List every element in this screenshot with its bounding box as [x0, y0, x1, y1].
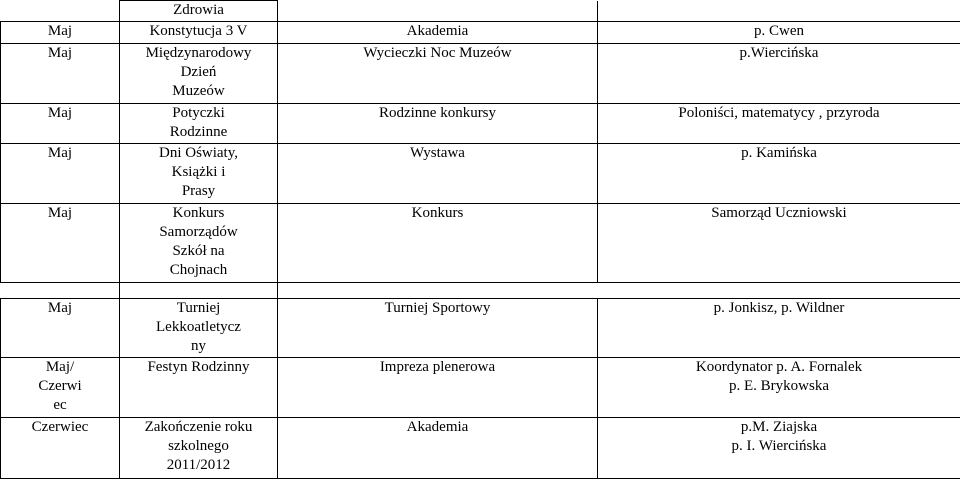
cell-form: [278, 358, 598, 418]
cell-form: [278, 203, 598, 282]
cell-text-line: p. I. Wiercińska: [731, 438, 827, 455]
cell-text-line: Potyczki: [172, 105, 225, 121]
cell-event: [120, 418, 278, 479]
cell-text-line: Książki i: [171, 164, 226, 181]
cell-text-line: Czerwi: [38, 378, 82, 395]
cell-person: [598, 298, 960, 358]
table-row: [1, 418, 960, 479]
cell-form: [278, 144, 598, 204]
table-row: [1, 44, 960, 104]
cell-text-line: Koordynator p. A. Fornalek: [695, 359, 863, 376]
table-spacer-row: [1, 283, 960, 298]
cell-text-line: Konstytucja 3 V: [149, 22, 248, 39]
table-row: [1, 21, 960, 44]
cell-person: [598, 21, 960, 44]
cell-text-line: Lekkoatletycz: [156, 318, 241, 335]
cell-event: [120, 1, 278, 22]
cell-event: [120, 203, 278, 282]
cell-text-line: Turniej: [176, 299, 221, 316]
cell-form: [278, 1, 598, 22]
cell-text-line: szkolnego: [168, 438, 229, 455]
cell-event: [120, 44, 278, 104]
cell-text-line: p.Wiercińska: [739, 45, 819, 62]
cell-text-line: 2011/2012: [166, 457, 231, 474]
cell-text-line: Konkurs: [172, 204, 225, 221]
cell-form: [278, 44, 598, 104]
table-row: [1, 144, 960, 204]
cell-text-line: Maj: [47, 45, 73, 62]
cell-event: [120, 358, 278, 418]
cell-text-line: Konkurs: [411, 204, 464, 221]
cell-month: [1, 203, 120, 282]
cell-text-line: Zakończenie roku: [144, 419, 253, 436]
cell-month: [1, 44, 120, 104]
cell-person: [598, 44, 960, 104]
cell-text-line: Akademia: [406, 419, 469, 436]
cell-text-line: p. Kamińska: [741, 145, 817, 162]
cell-text-line: Akademia: [406, 22, 469, 39]
cell-text-line: Dzień: [180, 64, 217, 81]
cell-month: [1, 1, 120, 22]
cell-text-line: Maj: [47, 145, 73, 162]
cell-person: [598, 203, 960, 282]
cell-text-line: ny: [191, 337, 206, 354]
table-row: [1, 104, 960, 144]
cell-text-line: Wycieczki Noc Muzeów: [363, 45, 512, 62]
cell-text-line: Szkół na: [172, 242, 225, 259]
cell-person: [598, 1, 960, 22]
cell-text-line: p. Cwen: [754, 22, 804, 39]
cell-month: [1, 104, 120, 144]
cell-event: [120, 104, 278, 144]
table-row: [1, 358, 960, 418]
cell-text-line: Maj: [47, 105, 73, 121]
cell-text-line: Zdrowia: [173, 2, 224, 18]
table-row: [1, 298, 960, 358]
cell-text-line: Festyn Rodzinny: [147, 359, 250, 376]
cell-form: [278, 104, 598, 144]
cell-text-line: Prasy: [181, 183, 216, 200]
cell-form: [278, 21, 598, 44]
cell-person: [598, 144, 960, 204]
cell-text-line: Chojnach: [169, 261, 228, 278]
cell-text-line: Międzynarodowy: [145, 45, 252, 62]
cell-text-line: Turniej Sportowy: [384, 299, 491, 316]
cell-text-line: Maj: [47, 22, 73, 39]
cell-text-line: Maj: [47, 299, 73, 316]
cell-person: [598, 358, 960, 418]
cell-form: [278, 298, 598, 358]
cell-month: [1, 358, 120, 418]
cell-month: [1, 21, 120, 44]
cell-text-line: Poloniści, matematycy , przyroda: [678, 105, 880, 121]
cell-event: [120, 298, 278, 358]
cell-text-line: p. Jonkisz, p. Wildner: [713, 299, 845, 316]
cell-text-line: Dni Oświaty,: [158, 145, 239, 162]
cell-person: [598, 104, 960, 144]
cell-text-line: Czerwiec: [31, 419, 89, 436]
cell-text-line: Maj/: [45, 359, 75, 376]
cell-event: [120, 144, 278, 204]
table-row: [1, 1, 960, 22]
cell-month: [1, 418, 120, 479]
schedule-body: [1, 1, 960, 479]
cell-month: [1, 144, 120, 204]
cell-text-line: Samorząd Uczniowski: [711, 204, 847, 221]
cell-text-line: ec: [53, 397, 67, 414]
table-row: [1, 203, 960, 282]
cell-text-line: Rodzinne konkursy: [378, 105, 497, 121]
cell-person: [598, 418, 960, 479]
cell-text-line: Samorządów: [159, 223, 238, 240]
cell-text-line: Impreza plenerowa: [379, 359, 496, 376]
cell-event: [120, 21, 278, 44]
cell-text-line: Maj: [47, 204, 73, 221]
cell-text-line: Muzeów: [172, 83, 225, 100]
cell-text-line: p. E. Brykowska: [729, 378, 829, 395]
cell-text-line: Rodzinne: [169, 124, 228, 140]
cell-text-line: Wystawa: [410, 145, 465, 162]
cell-month: [1, 298, 120, 358]
cell-form: [278, 418, 598, 479]
cell-text-line: p.M. Ziajska: [740, 419, 818, 436]
